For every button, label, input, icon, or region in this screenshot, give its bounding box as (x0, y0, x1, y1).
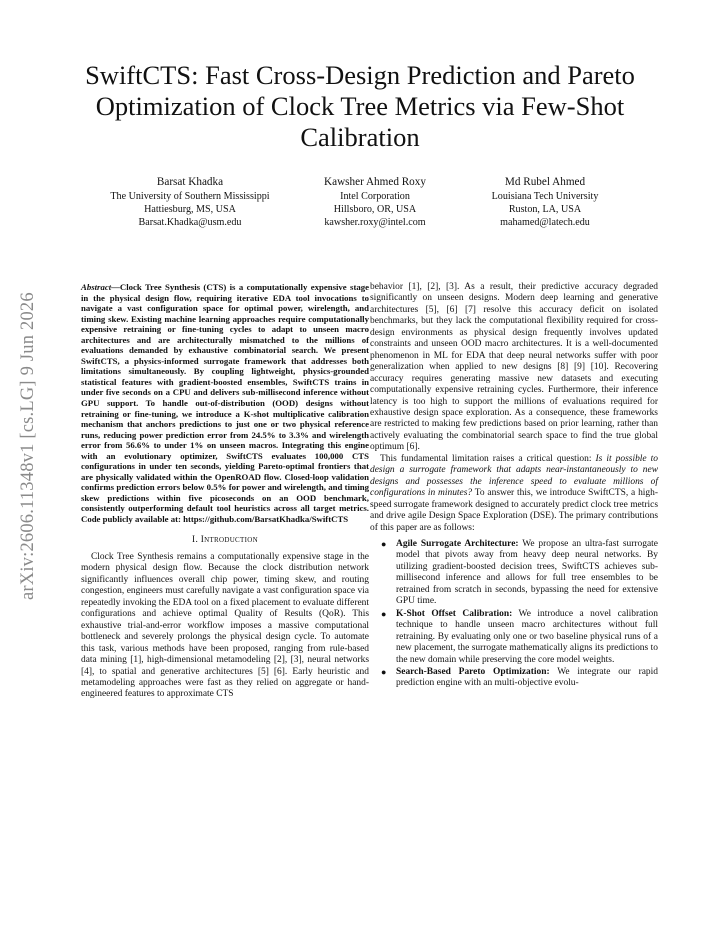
abstract (81, 282, 369, 525)
arxiv-identifier-stamp: arXiv:2606.11348v1 [cs.LG] 9 Jun 2026 (18, 292, 38, 600)
author-email: Barsat.Khadka@usm.edu (138, 217, 242, 229)
section-heading-introduction (81, 535, 369, 546)
bullet-icon: ● (381, 538, 387, 549)
paragraph-2-tail: To answer this, we introduce SwiftCTS, a high-speed surrogate framework designed to accurately predict clock tree metrics and drive agile Design Space Exploration (DSE). The primary contributions of this paper are as follows: (370, 488, 658, 533)
right-column (370, 282, 658, 691)
abstract-text: —Clock Tree Synthesis (CTS) is a computationally expensive stage in the physical design flow, requiring iterative EDA tool invocations to navigate a vast configuration space for optimal power, wirelength, and timing skew. Existing machine learning approaches require computationally expensive retraining or fine-tuning cycles to adapt to unseen macro architectures and are architecturally mismatched to the millions of evaluations demanded by exhaustive combinatorial search. We present SwiftCTS, a physics-informed surrogate framework that addresses both limitations simultaneously. By coupling lightweight, physics-grounded statistical features with gradient-boosted ensembles, SwiftCTS trains in under five seconds on a CPU and delivers sub-millisecond inference without GPU support. To handle out-of-distribution (OOD) designs without retraining or fine-tuning, we introduce a K-shot multiplicative calibration mechanism that anchors predictions to just one or two physical reference runs, reducing power prediction error from 24.5% to 3.3% and wirelength error from 56.6% to under 1% on unseen macros. Integrating this engine with an evolutionary optimizer, SwiftCTS evaluates 100,000 CTS configurations in under ten seconds, yielding Pareto-optimal frontiers that are physically validated within the OpenROAD flow. Closed-loop validation confirms prediction errors below 0.5% for power and wirelength, and timing skew predictions within five picoseconds on an OOD benchmark, consistently outperforming default tool heuristics across all target metrics. Code publicly available at: https://github.com/BarsatKhadka/SwiftCTS (81, 282, 369, 525)
contribution-text: We propose an ultra-fast surrogate model that pivots away from heavy deep neural networks. By utilizing gradient-boosted decision trees, SwiftCTS achieves sub-millisecond inference and allows for full tree ensembles to be retrained from scratch in seconds, bypassing the need for extensive GPU time. (396, 538, 658, 607)
contribution-title: K-Shot Offset Calibration: (396, 608, 513, 619)
author-name: Kawsher Ahmed Roxy (324, 176, 426, 188)
author-affiliation: Intel Corporation (340, 191, 410, 202)
author-name: Barsat Khadka (156, 176, 224, 188)
author-location: Hattiesburg, MS, USA (144, 204, 236, 216)
author-location: Ruston, LA, USA (508, 204, 582, 216)
intro-paragraph-1-continued: behavior [1], [2], [3]. As a result, their predictive accuracy degraded significantly on unseen designs. Modern deep learning and generative architectures [5], [6] [7] resolve this accuracy deficit on isolated benchmarks, but they lack the computational flexibility required for cross-design environments as physical design frequently involves updated constraints and unseen OOD macro architectures. It is a well-documented phenomenon in ML for EDA that deep neural networks suffer with poor generalization when applied to new designs [8] [9] [10]. Recovering accuracy requires generating massive new datasets and executing computationally expensive retraining cycles. Furthermore, their inference latency is too high to support the millions of evaluations required for exhaustive design space exploration. As a consequence, these frameworks are restricted to making few predictions based on prior learning, rather than actively evaluating the combinatorial search space to find the true global optimum [6]. (370, 282, 658, 453)
abstract-label: Abstract (81, 282, 112, 292)
author-location: Hillsboro, OR, USA (333, 204, 417, 216)
intro-paragraph-1: Clock Tree Synthesis remains a computationally expensive stage in the modern physical design flow. Because the clock distribution network significantly influences overall chip power, timing skew, and routing congestion, engineers must carefully navigate a vast configuration space via repeatedly invoking the EDA tool on a fixed placement to evaluate different configurations and achieve optimal Quality of Results (QoR). This exhaustive trial-and-error workflow imposes a massive computational bottleneck and severely prolongs the physical design cycle. To automate this task, various methods have been proposed, ranging from rule-based data mining [1], high-dimensional metamodeling [2], [3], neural networks [4], to spatial and generative architectures [5] [6]. Early heuristic and metamodeling approaches were fast as they relied on aggregate or hand-engineered features to approximate CTS (81, 552, 369, 700)
author-block (60, 175, 660, 245)
author-affiliation: Louisiana Tech University (491, 191, 599, 202)
author-email: mahamed@latech.edu (500, 217, 590, 229)
bullet-icon: ● (381, 608, 387, 619)
author-1 (90, 175, 290, 230)
contribution-text: We integrate our rapid prediction engine with an multi-objective evolu- (396, 666, 658, 689)
paragraph-2-lead: This fundamental limitation raises a critical question: (380, 453, 596, 464)
contributions-list (370, 539, 658, 690)
left-column (81, 282, 369, 701)
contribution-title: Agile Surrogate Architecture: (396, 538, 519, 549)
author-email: kawsher.roxy@intel.com (324, 217, 426, 229)
list-item (381, 608, 658, 666)
section-heading-text: I. Introduction (192, 534, 258, 545)
intro-paragraph-2 (370, 454, 658, 534)
author-2 (300, 175, 450, 230)
contribution-text: We introduce a novel calibration technique to handle unseen macro architectures without full retraining. By evaluating only one or two baseline physical runs of a new placement, the surrogate mathematically aligns its predictions to the new domain while preserving the core model weights. (396, 608, 658, 665)
author-name: Md Rubel Ahmed (504, 176, 586, 188)
contribution-title: Search-Based Pareto Optimization: (396, 666, 550, 677)
list-item (381, 666, 658, 690)
author-3 (460, 175, 630, 230)
paper-title: SwiftCTS: Fast Cross-Design Prediction and Pareto Optimization of Clock Tree Metrics via Few-Shot Calibration (85, 60, 635, 152)
author-affiliation: The University of Southern Mississippi (110, 191, 270, 202)
research-question: Is it possible to design a surrogate framework that adapts near-instantaneously to new designs and possesses the inference speed to evaluate millions of configurations in minutes? (370, 453, 658, 499)
bullet-icon: ● (381, 666, 387, 677)
list-item (381, 538, 658, 608)
